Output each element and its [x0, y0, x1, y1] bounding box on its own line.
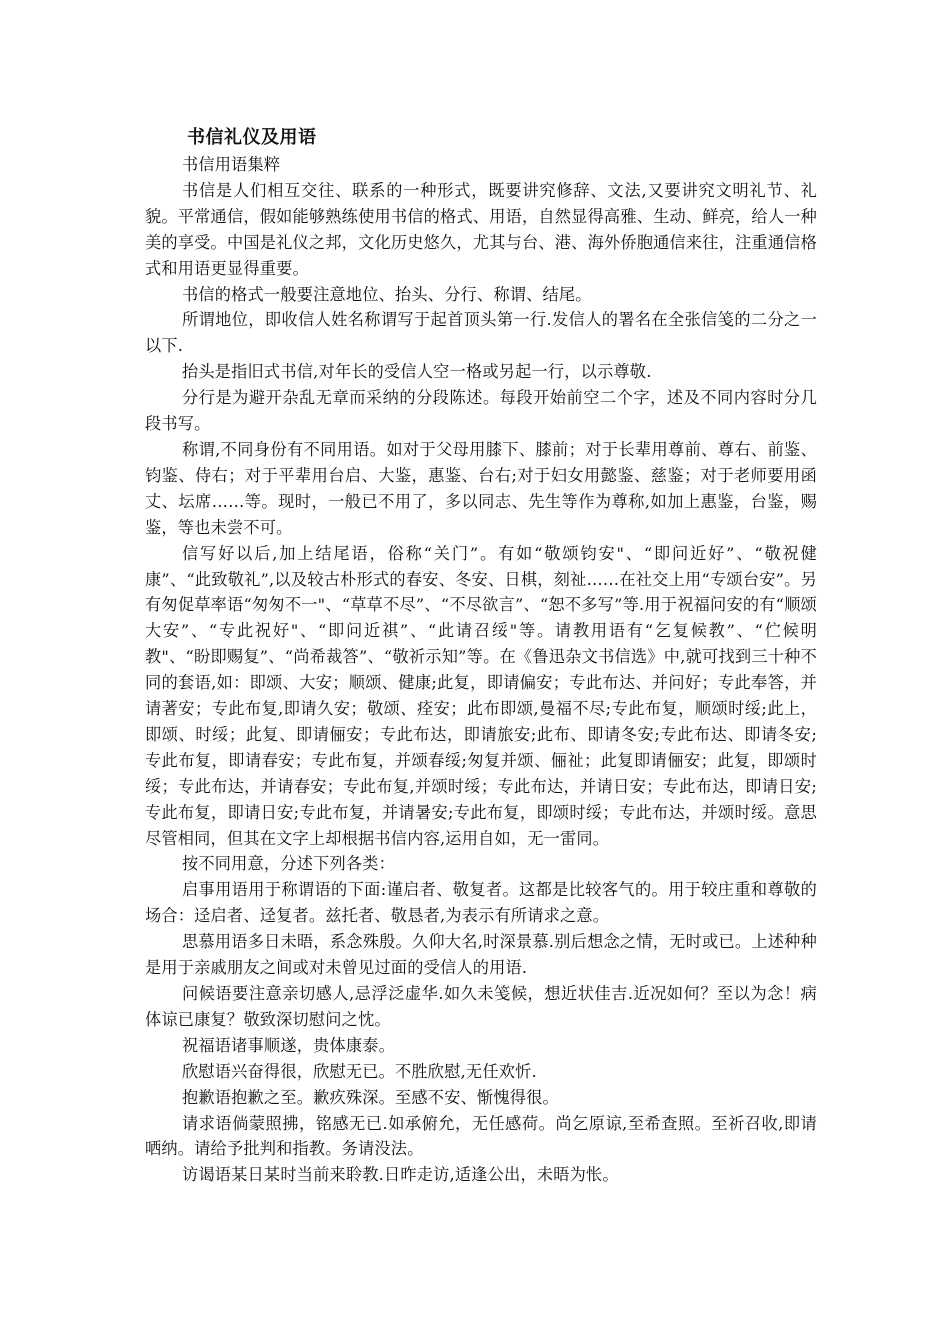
raise-paragraph: 抬头是指旧式书信,对年长的受信人空一格或另起一行，以示尊敬.	[182, 362, 652, 382]
greeting-phrases-paragraph: 问候语要注意亲切感人,忌浮泛虚华.如久未笺候，想近状佳吉.近况如何？至以为念！病体谅已康复？敬致深切慰问之忱。	[145, 984, 817, 1029]
request-phrases-paragraph: 请求语倘蒙照拂，铭感无已.如承俯允，无任感荷。尚乞原谅,至希查照。至祈召收,即请哂纳。请给予批判和指教。务请没法。	[145, 1113, 817, 1159]
apology-phrases-paragraph: 抱歉语抱歉之至。歉疚殊深。至感不安、惭愧得很。	[182, 1087, 559, 1107]
blessing-phrases-paragraph: 祝福语诸事顺遂，贵体康泰。	[182, 1035, 396, 1055]
opening-phrases-paragraph: 启事用语用于称谓语的下面:谨启者、敬复者。这都是比较客气的。用于较庄重和尊敬的场合：迳启者、迳复者。兹托者、敬恳者,为表示有所请求之意。	[145, 880, 817, 926]
relief-phrases-paragraph: 欣慰语兴奋得很，欣慰无已。不胜欣慰,无任欢忻.	[182, 1061, 537, 1081]
closing-paragraph: 信写好以后,加上结尾语，俗称“关门”。有如“敬颂钧安"、“即问近好”、“敬祝健康”、“此致敬礼”,以及较古朴形式的春安、冬安、日棋，刻祉……在社交上用“专颂台安”。另有匆促草率语“匆匆不一"、“草草不尽”、“不尽欲言”、“恕不多写”等.用于祝福问安的有“顺颂大安”、“专此祝好"、“即问近祺”、“此请召绥"等。请教用语有“乞复候教”、“伫候明教"、“盼即赐复”、“尚希裁答”、“敬祈示知”等。在《鲁迅杂文书信选》中,就可找到三十种不同的套语,如：即颂、大安；顺颂、健康;此复，即请偏安；专此布达、并问好；专此奉答，并请著安；专此布复,即请久安；敬颂、痊安；此布即颂,曼福不尽;专此布复，顺颂时绥;此上，即颂、时绥；此复、即请俪安；专此布达，即请旅安;此布、即请冬安;专此布达、即请冬安;专此布复，即请春安；专此布复，并颂春绥;匆复并颂、俪祉；此复即请俪安；此复，即颂时绥；专此布达，并请春安；专此布复,并颂时绥；专此布达，并请日安；专此布达，即请日安;专此布复，即请日安;专此布复，并请暑安;专此布复，即颂时绥；专此布达，并颂时绥。意思尽管相同，但其在文字上却根据书信内容,运用自如，无一雷同。	[145, 543, 817, 848]
longing-phrases-paragraph: 思慕用语多日未晤，系念殊殷。久仰大名,时深景慕.别后想念之情，无时或已。上述种种是用于亲戚朋友之间或对未曾见过面的受信人的用语.	[145, 932, 817, 978]
categories-paragraph: 按不同用意，分述下列各类：	[182, 854, 396, 874]
position-paragraph: 所谓地位，即收信人姓名称谓写于起首顶头第一行.发信人的署名在全张信笺的二分之一以下.	[145, 310, 817, 356]
document-body	[145, 124, 817, 1188]
format-paragraph: 书信的格式一般要注意地位、抬头、分行、称谓、结尾。	[182, 284, 592, 304]
address-term-paragraph: 称谓,不同身份有不同用语。如对于父母用膝下、膝前；对于长辈用尊前、尊右、前鉴、钧鉴、侍右；对于平辈用台启、大鉴，惠鉴、台右;对于妇女用懿鉴、慈鉴；对于老师要用函丈、坛席……等。现时，一般已不用了，多以同志、先生等作为尊称,如加上惠鉴，台鉴，赐鉴，等也未尝不可。	[145, 439, 817, 537]
document-title: 书信礼仪及用语	[187, 127, 317, 148]
intro-paragraph: 书信是人们相互交往、联系的一种形式，既要讲究修辞、文法,又要讲究文明礼节、礼貌。平常通信，假如能够熟练使用书信的格式、用语，自然显得高雅、生动、鲜亮，给人一种美的享受。中国是礼仪之邦，文化历史悠久，尤其与台、港、海外侨胞通信来往，注重通信格式和用语更显得重要。	[145, 180, 817, 278]
line-break-paragraph: 分行是为避开杂乱无章而采纳的分段陈述。每段开始前空二个字，述及不同内容时分几段书写。	[145, 388, 817, 434]
subtitle-paragraph: 书信用语集粹	[182, 155, 281, 174]
visit-phrases-paragraph: 访谒语某日某时当前来聆教.日昨走访,适逢公出，未晤为怅。	[182, 1165, 619, 1185]
